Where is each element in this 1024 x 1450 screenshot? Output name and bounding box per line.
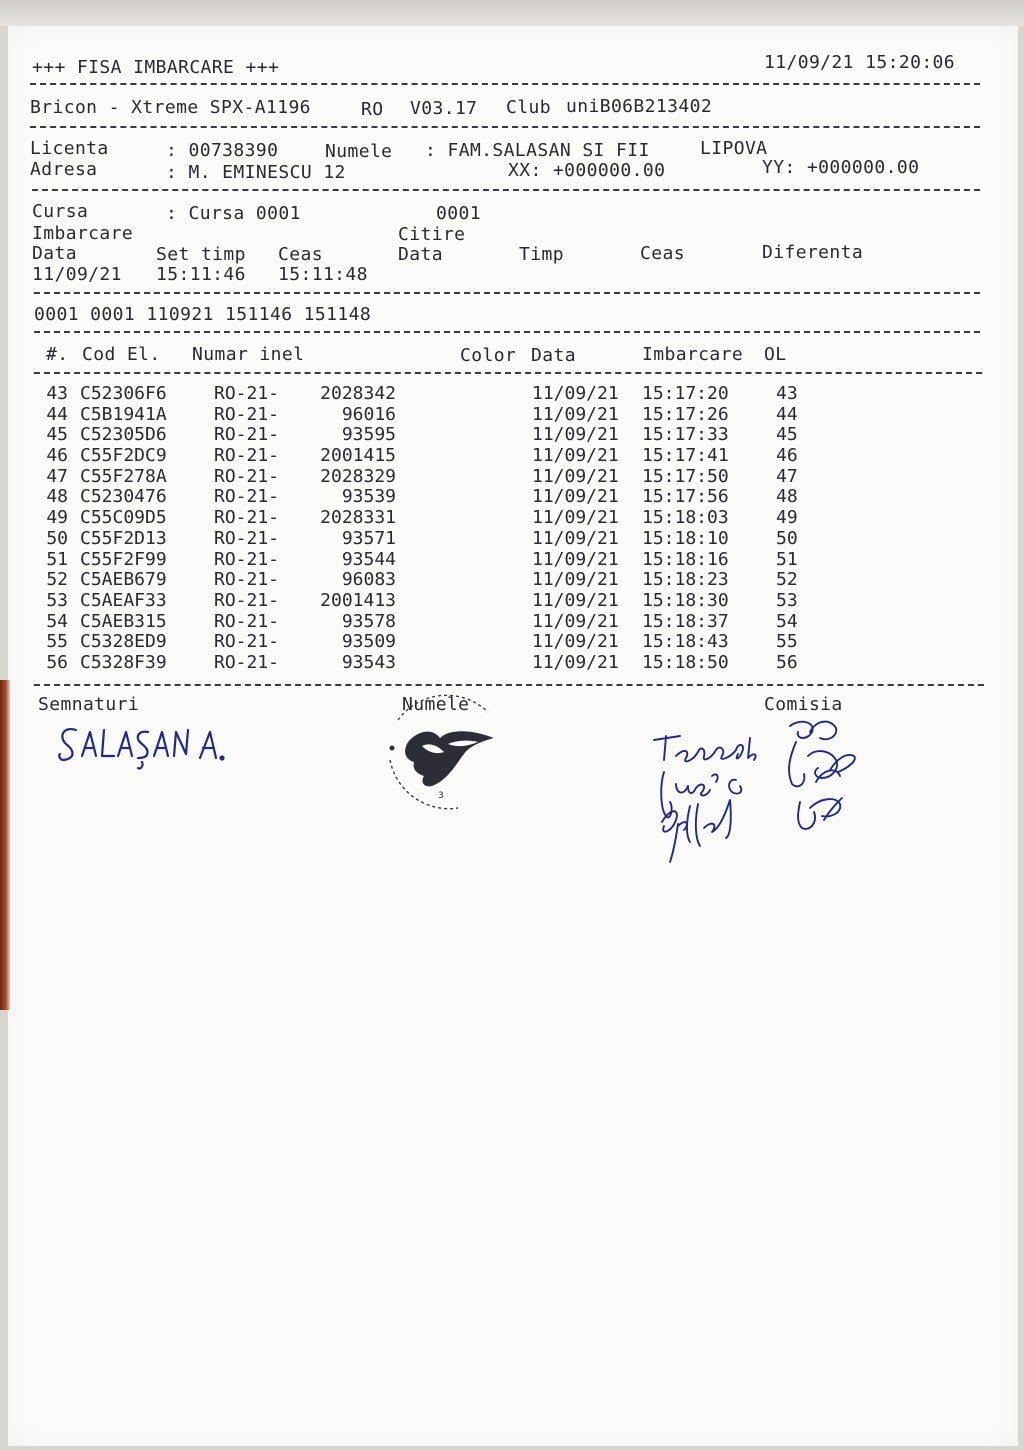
boarding-date: 11/09/21 (532, 569, 619, 591)
col-diferenta: Diferenta (762, 242, 864, 263)
ring-prefix: RO-21- (214, 424, 280, 446)
cursa-value: : Cursa 0001 (166, 203, 301, 224)
th-color: Color (460, 345, 517, 366)
ring-number: 93539 (341, 486, 396, 508)
electronic-code: C5B1941A (80, 403, 167, 425)
row-number: 54 (46, 610, 68, 632)
col-set-timp: Set timp (156, 244, 246, 265)
divider (34, 331, 980, 333)
boarding-time: 15:17:26 (642, 403, 729, 425)
club-label: Club (506, 97, 551, 118)
row-number: 45 (46, 424, 68, 446)
ring-number: 96083 (341, 569, 396, 591)
ol-number: 46 (776, 445, 798, 467)
ring-prefix: RO-21- (214, 569, 280, 591)
numele-value: : FAM.SALASAN SI FII (425, 140, 650, 161)
ring-prefix: RO-21- (214, 631, 280, 653)
row-number: 51 (46, 548, 68, 570)
coordinate-yy: YY: +000000.00 (762, 157, 920, 178)
boarding-time: 15:18:03 (642, 507, 729, 529)
electronic-code: C55F278A (80, 465, 167, 487)
col-ceas: Ceas (278, 244, 323, 265)
th-ol: OL (764, 344, 787, 365)
boarding-time: 15:17:41 (642, 445, 729, 467)
electronic-code: C55F2D13 (80, 527, 167, 549)
boarding-time: 15:18:10 (642, 527, 729, 549)
boarding-date: 11/09/21 (532, 424, 619, 446)
ring-number: 93509 (341, 631, 396, 653)
col-data: Data (32, 243, 77, 264)
electronic-code: C5AEB679 (80, 569, 167, 591)
device-country: RO (361, 99, 384, 120)
ol-number: 48 (776, 486, 798, 508)
boarding-time: 15:18:43 (642, 631, 729, 653)
boarding-time: 15:17:20 (642, 383, 729, 404)
comisia-label: Comisia (764, 694, 843, 715)
row-number: 48 (46, 486, 68, 508)
ol-number: 51 (776, 548, 798, 570)
ol-number: 53 (776, 589, 798, 611)
boarding-date: 11/09/21 (532, 486, 619, 508)
ring-number: 2001413 (320, 589, 396, 611)
ring-prefix: RO-21- (214, 651, 280, 673)
electronic-code: C5AEB315 (80, 610, 167, 632)
boarding-date: 11/09/21 (532, 527, 619, 549)
row-number: 43 (46, 383, 68, 404)
svg-text:3: 3 (438, 791, 444, 801)
electronic-code: C5328F39 (80, 651, 167, 673)
boarding-time: 15:17:56 (642, 486, 729, 508)
col-timp: Timp (519, 244, 564, 265)
citire-label: Citire (398, 224, 466, 245)
semnaturi-label: Semnaturi (38, 694, 140, 715)
imbarcare-set-timp: 15:11:46 (156, 264, 246, 285)
electronic-code: C52305D6 (80, 424, 167, 446)
background-top (0, 0, 1024, 26)
boarding-time: 15:18:37 (642, 610, 729, 632)
ring-prefix: RO-21- (214, 610, 280, 632)
th-number: #. (46, 344, 69, 365)
ring-number: 2028329 (320, 465, 396, 487)
boarding-date: 11/09/21 (532, 589, 619, 611)
coordinate-xx: XX: +000000.00 (508, 160, 666, 181)
boarding-time: 15:18:23 (642, 569, 729, 591)
boarding-date: 11/09/21 (532, 403, 619, 425)
boarding-time: 15:17:33 (642, 424, 729, 446)
th-boarding: Imbarcare (642, 344, 744, 365)
ring-prefix: RO-21- (214, 527, 280, 549)
electronic-code: C5328ED9 (80, 631, 167, 653)
electronic-code: C55C09D5 (80, 507, 167, 529)
ring-number: 93595 (341, 424, 396, 446)
ol-number: 54 (776, 610, 798, 632)
electronic-code: C52306F6 (80, 383, 167, 404)
device-name: Bricon - Xtreme SPX-A1196 (30, 97, 311, 118)
ring-number: 2001415 (320, 445, 396, 467)
owner-signature (54, 718, 244, 778)
print-datetime: 11/09/21 15:20:06 (764, 52, 956, 73)
row-number: 53 (46, 589, 68, 611)
boarding-date: 11/09/21 (532, 548, 619, 570)
locality: LIPOVA (700, 138, 768, 159)
ol-number: 49 (776, 507, 798, 529)
ring-prefix: RO-21- (214, 486, 280, 508)
boarding-date: 11/09/21 (532, 610, 619, 632)
col-data-citire: Data (398, 244, 443, 265)
boarding-time: 15:18:50 (642, 651, 729, 673)
divider (32, 189, 980, 191)
th-ring: Numar inel (192, 344, 305, 365)
row-number: 55 (46, 631, 68, 653)
cursa-label: Cursa (32, 201, 89, 222)
row-number: 46 (46, 445, 68, 467)
ring-number: 2028342 (320, 383, 396, 404)
document-title: +++ FISA IMBARCARE +++ (32, 57, 280, 78)
licenta-value: : 00738390 (166, 140, 279, 161)
electronic-code: C55F2F99 (80, 548, 167, 570)
licenta-label: Licenta (30, 138, 109, 159)
divider (30, 83, 980, 85)
ring-prefix: RO-21- (214, 548, 280, 570)
row-number: 52 (46, 569, 68, 591)
th-date: Data (531, 345, 576, 366)
th-code: Cod El. (82, 344, 161, 365)
background-edge (0, 680, 10, 1010)
boarding-date: 11/09/21 (532, 651, 619, 673)
electronic-code: C5230476 (80, 486, 167, 508)
imbarcare-data: 11/09/21 (32, 264, 122, 285)
ring-number: 93544 (341, 548, 396, 570)
divider (34, 684, 984, 686)
ring-prefix: RO-21- (214, 507, 280, 529)
boarding-time: 15:17:50 (642, 465, 729, 487)
commission-signatures (640, 712, 870, 872)
electronic-code: C55F2DC9 (80, 445, 167, 467)
ring-number: 93543 (341, 651, 396, 673)
ring-prefix: RO-21- (214, 589, 280, 611)
imbarcare-ceas: 15:11:48 (278, 264, 368, 285)
ol-number: 45 (776, 424, 798, 446)
ol-number: 47 (776, 465, 798, 487)
adresa-label: Adresa (30, 159, 98, 180)
boarding-date: 11/09/21 (532, 383, 619, 404)
ring-prefix: RO-21- (214, 465, 280, 487)
row-number: 44 (46, 403, 68, 425)
adresa-value: : M. EMINESCU 12 (166, 162, 346, 183)
numele-label: Numele (325, 141, 393, 162)
boarding-date: 11/09/21 (532, 631, 619, 653)
ol-number: 43 (776, 383, 798, 404)
ol-number: 50 (776, 527, 798, 549)
boarding-date: 11/09/21 (532, 507, 619, 529)
boarding-date: 11/09/21 (532, 445, 619, 467)
ring-prefix: RO-21- (214, 383, 280, 404)
ring-number: 2028331 (320, 507, 396, 529)
ring-prefix: RO-21- (214, 445, 280, 467)
ol-number: 52 (776, 569, 798, 591)
row-number: 49 (46, 507, 68, 529)
ring-number: 93571 (341, 527, 396, 549)
ring-prefix: RO-21- (214, 403, 280, 425)
divider (34, 372, 982, 374)
row-number: 47 (46, 465, 68, 487)
summary-line: 0001 0001 110921 151146 151148 (34, 304, 372, 325)
divider (34, 292, 980, 294)
ol-number: 55 (776, 631, 798, 653)
row-number: 56 (46, 651, 68, 673)
ring-number: 96016 (341, 403, 396, 425)
col-ceas-citire: Ceas (640, 243, 685, 264)
club-code: uniB06B213402 (566, 96, 713, 117)
boarding-time: 15:18:16 (642, 548, 729, 570)
cursa-code: 0001 (436, 203, 481, 224)
footer-numele-label: Numele (402, 694, 470, 715)
boarding-time: 15:18:30 (642, 589, 729, 611)
ol-number: 56 (776, 651, 798, 673)
device-version: V03.17 (410, 98, 478, 119)
electronic-code: C5AEAF33 (80, 589, 167, 611)
boarding-date: 11/09/21 (532, 465, 619, 487)
imbarcare-label: Imbarcare (32, 223, 134, 244)
association-stamp (378, 690, 508, 812)
row-number: 50 (46, 527, 68, 549)
ring-number: 93578 (341, 610, 396, 632)
divider (30, 126, 980, 128)
ol-number: 44 (776, 403, 798, 425)
